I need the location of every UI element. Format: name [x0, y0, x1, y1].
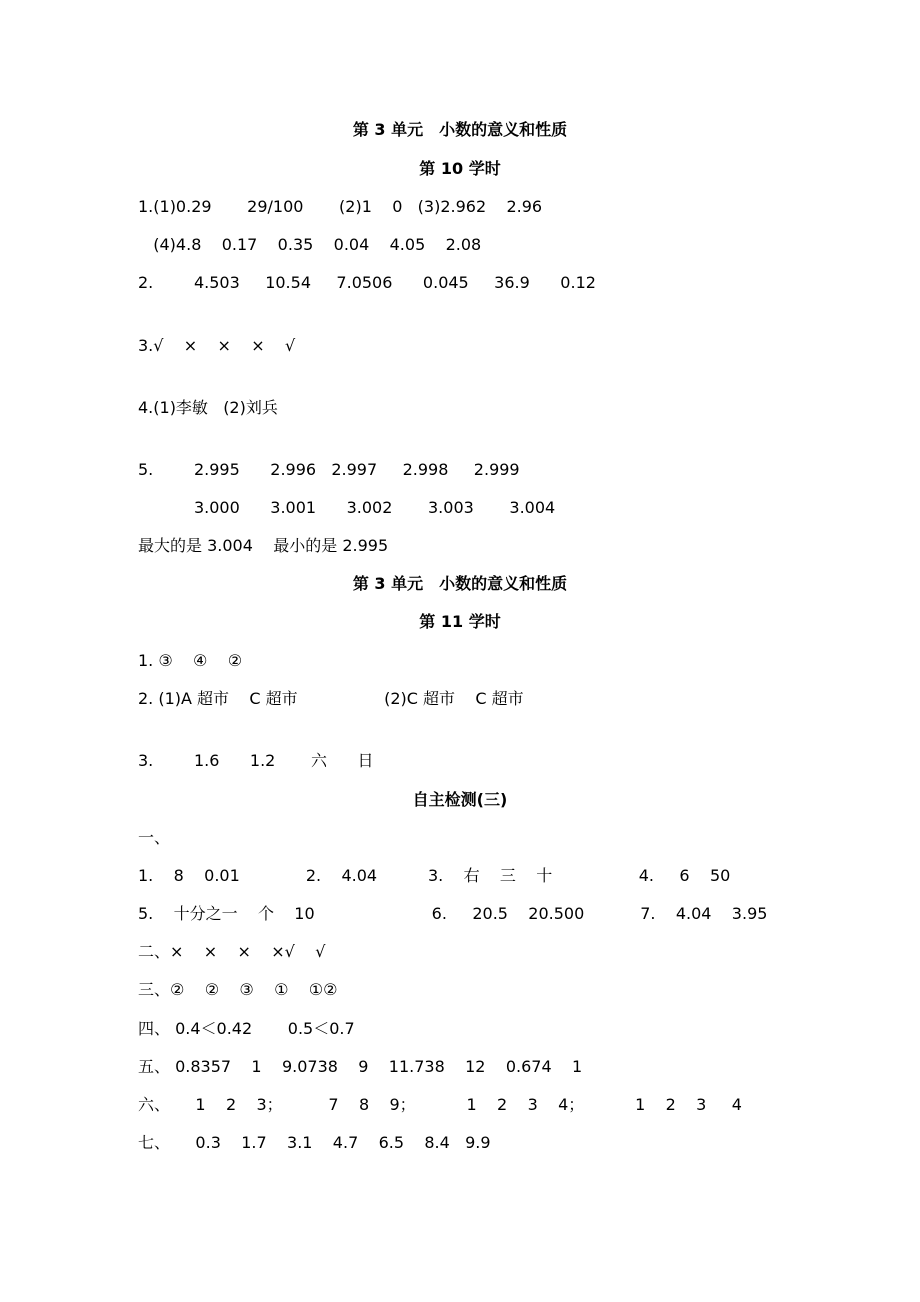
- unit-title: 第 3 单元 小数的意义和性质: [352, 574, 568, 593]
- answer-line: 最大的是 3.004 最小的是 2.995: [138, 536, 389, 555]
- answer-line: 三、② ② ③ ① ①②: [138, 980, 338, 999]
- answer-line: 1.(1)0.29 29/100 (2)1 0 (3)2.962 2.96: [138, 197, 543, 216]
- test-title: 自主检测(三): [412, 790, 508, 809]
- answer-line: 七、 0.3 1.7 3.1 4.7 6.5 8.4 9.9: [138, 1133, 491, 1152]
- answer-line: 3.√ × × × √: [138, 336, 296, 355]
- answer-line: (4)4.8 0.17 0.35 0.04 4.05 2.08: [138, 235, 482, 254]
- answer-line: 3.000 3.001 3.002 3.003 3.004: [138, 498, 556, 517]
- answer-line: 四、 0.4＜0.42 0.5＜0.7: [138, 1019, 355, 1038]
- lesson-title: 第 10 学时: [419, 159, 501, 178]
- answer-line: 1. ③ ④ ②: [138, 651, 243, 670]
- answer-line: 一、: [138, 828, 171, 847]
- answer-line: 二、× × × ×√ √: [138, 942, 326, 961]
- answer-line: 1. 8 0.01 2. 4.04 3. 右 三 十 4. 6 50: [138, 866, 731, 885]
- answer-line: 六、 1 2 3； 7 8 9； 1 2 3 4； 1 2 3 4: [138, 1095, 742, 1114]
- answer-line: 4.(1)李敏 (2)刘兵: [138, 398, 278, 417]
- unit-title: 第 3 单元 小数的意义和性质: [352, 120, 568, 139]
- answer-line: 5. 十分之一 个 10 6. 20.5 20.500 7. 4.04 3.95: [138, 904, 768, 923]
- answer-line: 3. 1.6 1.2 六 日: [138, 751, 374, 770]
- answer-line: 2. (1)A 超市 C 超市 (2)C 超市 C 超市: [138, 689, 524, 708]
- lesson-title: 第 11 学时: [419, 612, 501, 631]
- answer-line: 五、 0.8357 1 9.0738 9 11.738 12 0.674 1: [138, 1057, 583, 1076]
- answer-line: 5. 2.995 2.996 2.997 2.998 2.999: [138, 460, 520, 479]
- answer-line: 2. 4.503 10.54 7.0506 0.045 36.9 0.12: [138, 273, 596, 292]
